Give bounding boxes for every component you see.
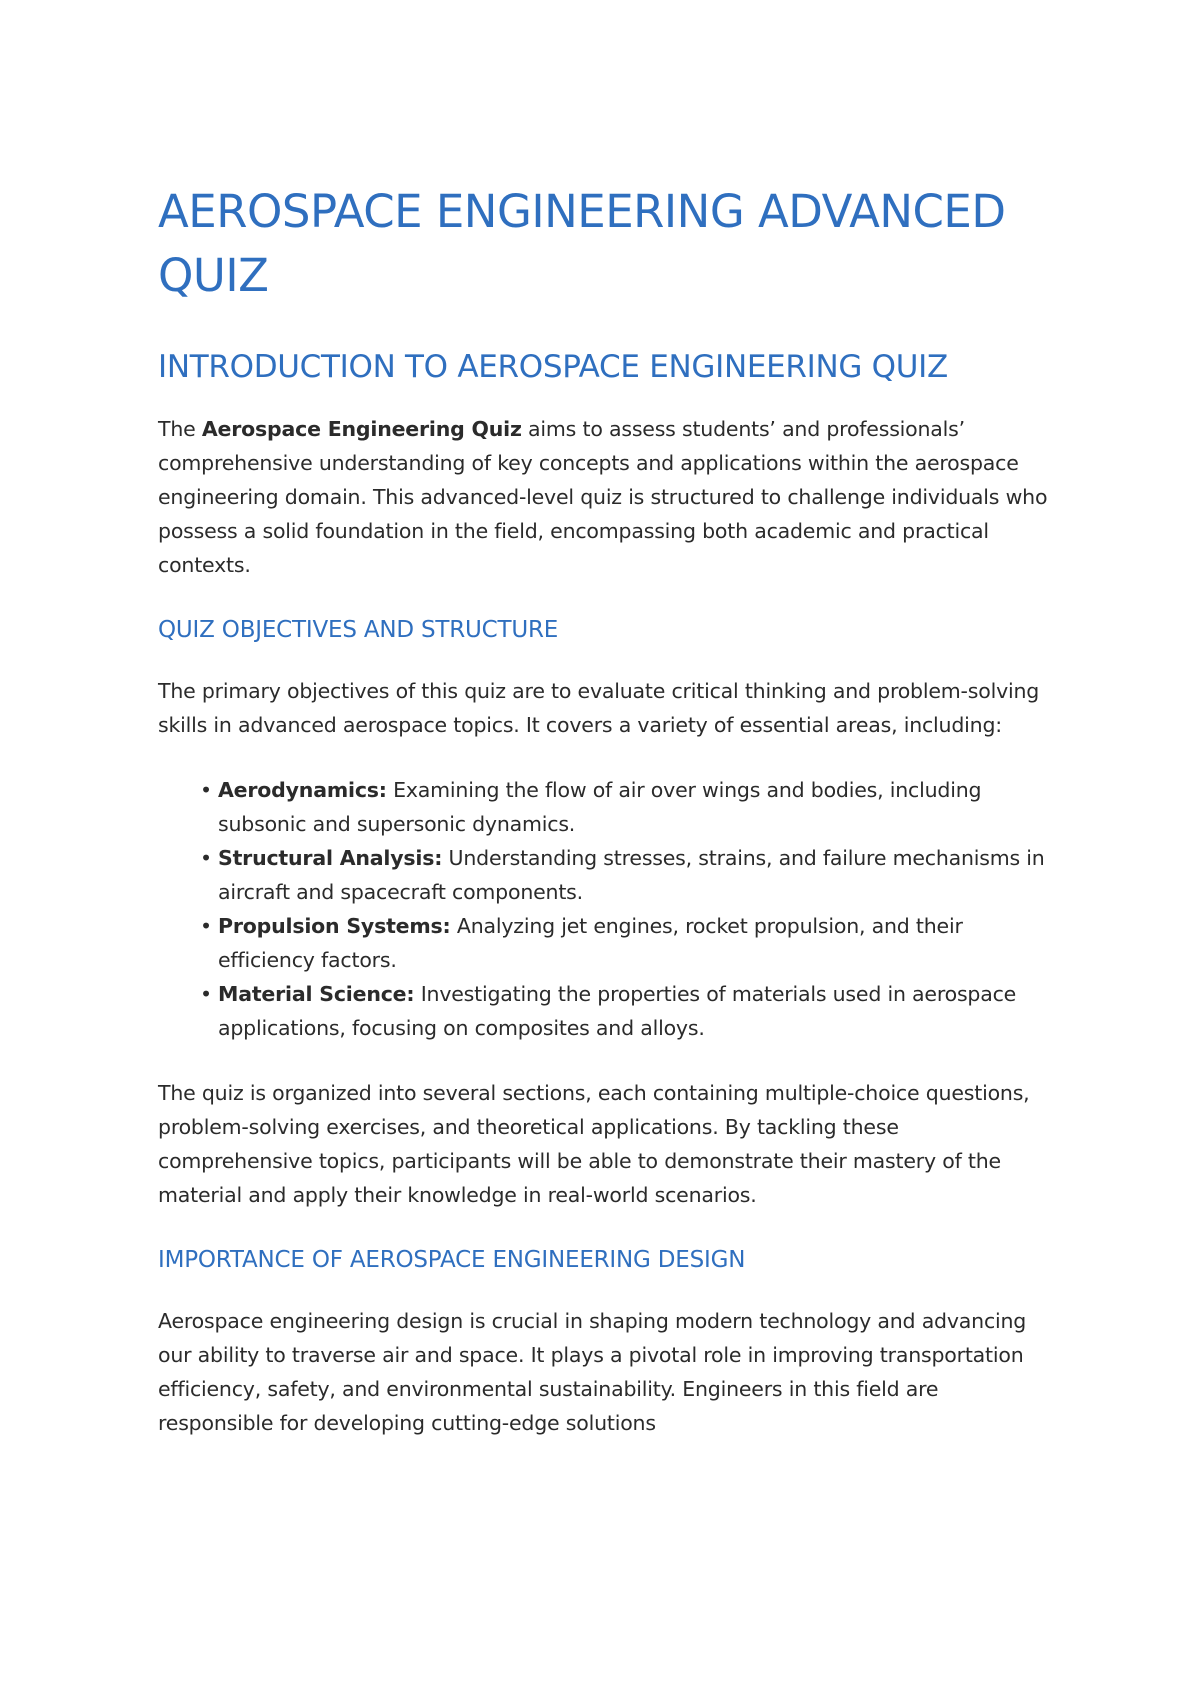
bullet-icon: • [200,778,212,802]
list-item-text: Analyzing jet engines, rocket propulsion, and their efficiency factors. [218,914,963,972]
importance-paragraph: Aerospace engineering design is crucial in shaping modern technology and advancing our ability to traverse air and space. It plays a pivotal role in improving transportation efficiency, safety, and environmental sustainability. Engineers in this field are responsible for developing cutting-edge solutions [158,1309,1027,1435]
list-item [198,977,1058,1045]
list-item-term: Propulsion Systems: [218,914,451,938]
intro-paragraph [158,412,1058,582]
document-title: AEROSPACE ENGINEERING ADVANCED QUIZ [158,185,1006,302]
intro-rest: aims to assess students’ and professionals’ comprehensive understanding of key concepts and applications within the aerospace engineering domain. This advanced-level quiz is structured to challenge individuals who possess a solid foundation in the field, encompassing both academic and practical contexts. [158,417,1048,577]
intro-prefix: The [158,417,202,441]
list-item-term: Structural Analysis: [218,846,443,870]
intro-bold-term: Aerospace Engineering Quiz [201,417,522,441]
list-item-term: Aerodynamics: [218,778,387,802]
list-item-text: Understanding stresses, strains, and failure mechanisms in aircraft and spacecraft components. [218,846,1045,904]
bullet-icon: • [200,982,212,1006]
list-item [198,909,1058,977]
objectives-paragraph: The primary objectives of this quiz are to evaluate critical thinking and problem-solving skills in advanced aerospace topics. It covers a variety of essential areas, including: [158,679,1040,737]
bullet-icon: • [200,914,212,938]
intro-heading: INTRODUCTION TO AEROSPACE ENGINEERING QUIZ [158,349,948,385]
objectives-heading: QUIZ OBJECTIVES AND STRUCTURE [158,617,559,643]
objectives-list [158,773,1058,1045]
importance-heading: IMPORTANCE OF AEROSPACE ENGINEERING DESIGN [158,1247,746,1273]
list-item [198,841,1058,909]
document-page [158,180,1058,1471]
list-item [198,773,1058,841]
list-item-text: Investigating the properties of materials used in aerospace applications, focusing on composites and alloys. [218,982,1017,1040]
bullet-icon: • [200,846,212,870]
list-item-text: Examining the flow of air over wings and bodies, including subsonic and supersonic dynamics. [218,778,982,836]
list-item-term: Material Science: [218,982,415,1006]
structure-paragraph: The quiz is organized into several sections, each containing multiple-choice questions, problem-solving exercises, and theoretical applications. By tackling these comprehensive topics, participants will be able to demonstrate their mastery of the material and apply their knowledge in real-world scenarios. [158,1081,1030,1207]
